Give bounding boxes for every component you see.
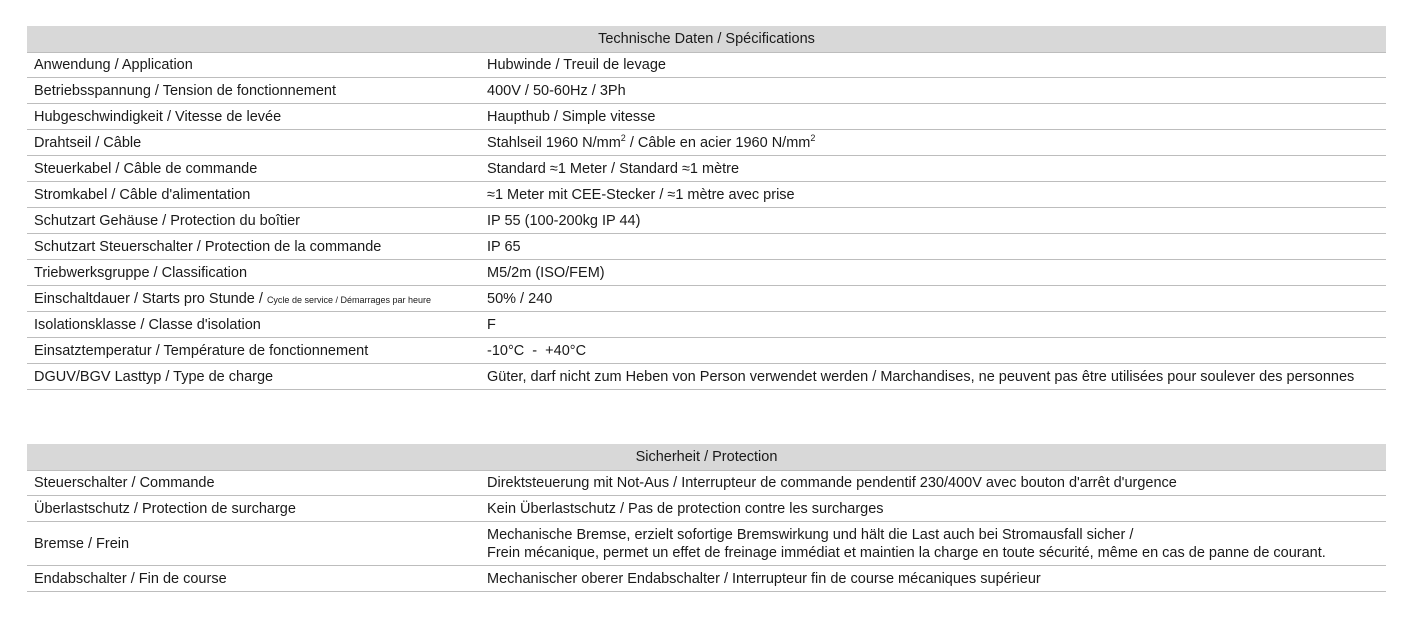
row-label: Schutzart Steuerschalter / Protection de la commande [34, 238, 382, 255]
cable-value-fr: / Câble en acier 1960 N/mm [625, 134, 811, 151]
row-value: 50% / 240 [487, 290, 553, 307]
table-row [27, 260, 1386, 286]
table-row [27, 522, 1386, 566]
row-label: Drahtseil / Câble [34, 134, 142, 151]
row-label: Triebwerksgruppe / Classification [34, 264, 248, 281]
row-label: Hubgeschwindigkeit / Vitesse de levée [34, 108, 282, 125]
safety-title: Sicherheit / Protection [27, 444, 1386, 470]
row-label [27, 291, 487, 307]
table-row [27, 286, 1386, 312]
table-row [27, 364, 1386, 390]
brake-value-de: Mechanische Bremse, erzielt sofortige Bremswirkung und hält die Last auch bei Stromausfall sicher / [487, 526, 1134, 543]
duty-cycle-label: Einschaltdauer / Starts pro Stunde / [34, 290, 267, 307]
row-value: M5/2m (ISO/FEM) [487, 264, 605, 281]
table-row [27, 312, 1386, 338]
table-row [27, 208, 1386, 234]
technical-data-title: Technische Daten / Spécifications [27, 26, 1386, 52]
row-label: Einsatztemperatur / Température de fonctionnement [34, 342, 369, 359]
row-label: Steuerschalter / Commande [34, 475, 215, 491]
cable-value-de: Stahlseil 1960 N/mm [487, 134, 621, 151]
row-label: Stromkabel / Câble d'alimentation [34, 186, 251, 203]
row-label: Überlastschutz / Protection de surcharge [34, 500, 296, 517]
table-row [27, 130, 1386, 156]
table-row [27, 470, 1386, 496]
unit-superscript: 2 [810, 132, 816, 143]
row-value: Mechanischer oberer Endabschalter / Interrupteur fin de course mécaniques supérieur [487, 570, 1041, 587]
table-row [27, 104, 1386, 130]
unit-superscript: 2 [620, 132, 626, 143]
table-row [27, 496, 1386, 522]
row-label: Anwendung / Application [34, 57, 193, 73]
table-row [27, 566, 1386, 592]
row-value: 400V / 50-60Hz / 3Ph [487, 82, 626, 99]
row-label: Endabschalter / Fin de course [34, 570, 227, 587]
row-value: Haupthub / Simple vitesse [487, 108, 656, 125]
row-value: Güter, darf nicht zum Heben von Person verwendet werden / Marchandises, ne peuvent pas être utilisées pour soulever des personnes [487, 368, 1355, 385]
row-value: ≈1 Meter mit CEE-Stecker / ≈1 mètre avec prise [487, 186, 795, 203]
table-row [27, 338, 1386, 364]
row-value: Direktsteuerung mit Not-Aus / Interrupteur de commande pendentif 230/400V avec bouton d'arrêt d'urgence [487, 475, 1177, 491]
row-label: Isolationsklasse / Classe d'isolation [34, 316, 261, 333]
table-row [27, 182, 1386, 208]
row-label: Bremse / Frein [34, 535, 130, 552]
table-row [27, 156, 1386, 182]
row-label: Steuerkabel / Câble de commande [34, 160, 258, 177]
table-row [27, 52, 1386, 78]
row-value [487, 526, 1386, 562]
row-label: DGUV/BGV Lasttyp / Type de charge [34, 368, 274, 385]
row-label: Schutzart Gehäuse / Protection du boîtier [34, 212, 300, 229]
row-value: Standard ≈1 Meter / Standard ≈1 mètre [487, 160, 740, 177]
safety-table [27, 444, 1386, 592]
row-value: -10°C - +40°C [487, 342, 587, 359]
row-value: IP 55 (100-200kg IP 44) [487, 212, 641, 229]
row-value: Kein Überlastschutz / Pas de protection contre les surcharges [487, 500, 884, 517]
row-value: IP 65 [487, 238, 521, 255]
technical-data-table [27, 26, 1386, 390]
table-row [27, 78, 1386, 104]
row-label: Betriebsspannung / Tension de fonctionnement [34, 82, 337, 99]
row-value [487, 132, 1386, 151]
table-row [27, 234, 1386, 260]
duty-cycle-label-small: Cycle de service / Démarrages par heure [266, 294, 432, 305]
row-value: Hubwinde / Treuil de levage [487, 57, 666, 73]
row-value: F [487, 316, 496, 333]
brake-value-fr: Frein mécanique, permet un effet de freinage immédiat et maintien la charge en toute sécurité, même en cas de panne de courant. [487, 544, 1326, 561]
